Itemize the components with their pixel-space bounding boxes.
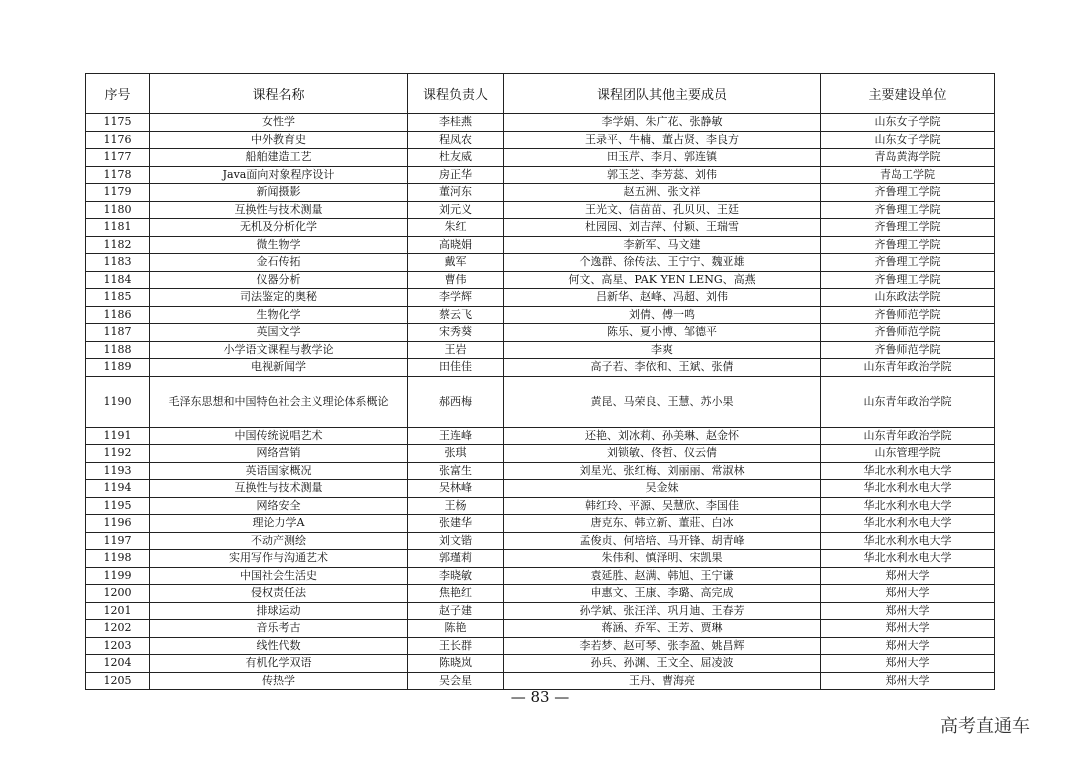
course-leader-cell: 李晓敏 xyxy=(408,567,504,585)
institution-cell: 郑州大学 xyxy=(821,620,995,638)
table-row xyxy=(86,602,995,620)
course-leader-cell: 李学辉 xyxy=(408,289,504,307)
row-index-cell: 1205 xyxy=(86,672,150,690)
row-index-cell: 1175 xyxy=(86,114,150,132)
course-name-cell: 司法鉴定的奥秘 xyxy=(150,289,408,307)
team-members-cell: 蒋涵、乔军、王芳、贾琳 xyxy=(504,620,821,638)
table-row xyxy=(86,445,995,463)
course-leader-cell: 杜友威 xyxy=(408,149,504,167)
institution-cell: 齐鲁师范学院 xyxy=(821,341,995,359)
row-index-cell: 1189 xyxy=(86,359,150,377)
row-index-cell: 1187 xyxy=(86,324,150,342)
row-index-cell: 1183 xyxy=(86,254,150,272)
course-name-cell: 毛泽东思想和中国特色社会主义理论体系概论 xyxy=(150,376,408,427)
table-row xyxy=(86,324,995,342)
team-members-cell: 孙学斌、张汪洋、巩月迪、王春芳 xyxy=(504,602,821,620)
course-leader-cell: 陈艳 xyxy=(408,620,504,638)
course-leader-cell: 宋秀葵 xyxy=(408,324,504,342)
row-index-cell: 1199 xyxy=(86,567,150,585)
institution-cell: 齐鲁理工学院 xyxy=(821,201,995,219)
institution-cell: 华北水利水电大学 xyxy=(821,480,995,498)
table-row xyxy=(86,532,995,550)
header-team-members: 课程团队其他主要成员 xyxy=(504,74,821,114)
team-members-cell: 吕新华、赵峰、冯超、刘伟 xyxy=(504,289,821,307)
institution-cell: 山东管理学院 xyxy=(821,445,995,463)
header-index: 序号 xyxy=(86,74,150,114)
course-name-cell: 小学语文课程与教学论 xyxy=(150,341,408,359)
course-leader-cell: 吴林峰 xyxy=(408,480,504,498)
team-members-cell: 李学娟、朱广花、张静敏 xyxy=(504,114,821,132)
table-row xyxy=(86,497,995,515)
institution-cell: 郑州大学 xyxy=(821,602,995,620)
team-members-cell: 王丹、曹海亮 xyxy=(504,672,821,690)
table-body xyxy=(86,114,995,690)
course-name-cell: 无机及分析化学 xyxy=(150,219,408,237)
row-index-cell: 1200 xyxy=(86,585,150,603)
team-members-cell: 还艳、刘冰莉、孙美琳、赵金怀 xyxy=(504,427,821,445)
team-members-cell: 刘锁敏、佟哲、仪云倩 xyxy=(504,445,821,463)
course-name-cell: 仪器分析 xyxy=(150,271,408,289)
team-members-cell: 高子若、李依和、王斌、张倩 xyxy=(504,359,821,377)
institution-cell: 齐鲁理工学院 xyxy=(821,236,995,254)
team-members-cell: 申惠文、王康、李璐、高完成 xyxy=(504,585,821,603)
course-leader-cell: 赵子建 xyxy=(408,602,504,620)
table-row xyxy=(86,515,995,533)
team-members-cell: 孟俊贞、何培培、马开锋、胡青峰 xyxy=(504,532,821,550)
team-members-cell: 孙兵、孙渊、王文全、屈凌波 xyxy=(504,655,821,673)
table-row xyxy=(86,254,995,272)
table-row xyxy=(86,341,995,359)
header-course-leader: 课程负责人 xyxy=(408,74,504,114)
row-index-cell: 1186 xyxy=(86,306,150,324)
team-members-cell: 吴金妹 xyxy=(504,480,821,498)
course-name-cell: 互换性与技术测量 xyxy=(150,201,408,219)
table-row xyxy=(86,550,995,568)
course-leader-cell: 李桂燕 xyxy=(408,114,504,132)
course-name-cell: 侵权责任法 xyxy=(150,585,408,603)
course-name-cell: 不动产测绘 xyxy=(150,532,408,550)
table-row xyxy=(86,201,995,219)
course-leader-cell: 戴军 xyxy=(408,254,504,272)
institution-cell: 齐鲁理工学院 xyxy=(821,219,995,237)
course-name-cell: 线性代数 xyxy=(150,637,408,655)
team-members-cell: 李爽 xyxy=(504,341,821,359)
institution-cell: 华北水利水电大学 xyxy=(821,462,995,480)
course-name-cell: 中国传统说唱艺术 xyxy=(150,427,408,445)
page-number: — 83 — xyxy=(510,688,570,706)
course-name-cell: 网络营销 xyxy=(150,445,408,463)
table-row xyxy=(86,149,995,167)
institution-cell: 青岛工学院 xyxy=(821,166,995,184)
table-row xyxy=(86,219,995,237)
table-row xyxy=(86,359,995,377)
course-leader-cell: 刘元义 xyxy=(408,201,504,219)
team-members-cell: 郭玉芝、李芳蕊、刘伟 xyxy=(504,166,821,184)
row-index-cell: 1180 xyxy=(86,201,150,219)
course-name-cell: 英国文学 xyxy=(150,324,408,342)
table-row xyxy=(86,376,995,427)
institution-cell: 齐鲁理工学院 xyxy=(821,184,995,202)
table-row xyxy=(86,672,995,690)
table-row xyxy=(86,236,995,254)
team-members-cell: 个逸群、徐传法、王宁宁、魏亚雄 xyxy=(504,254,821,272)
table-row xyxy=(86,567,995,585)
institution-cell: 青岛黄海学院 xyxy=(821,149,995,167)
course-leader-cell: 张建华 xyxy=(408,515,504,533)
row-index-cell: 1176 xyxy=(86,131,150,149)
course-leader-cell: 董河东 xyxy=(408,184,504,202)
table-row xyxy=(86,166,995,184)
course-leader-cell: 蔡云飞 xyxy=(408,306,504,324)
table-row xyxy=(86,620,995,638)
table-row xyxy=(86,427,995,445)
course-name-cell: Java面向对象程序设计 xyxy=(150,166,408,184)
institution-cell: 郑州大学 xyxy=(821,585,995,603)
course-name-cell: 电视新闻学 xyxy=(150,359,408,377)
team-members-cell: 杜园园、刘吉萍、付颖、王瑞雪 xyxy=(504,219,821,237)
course-name-cell: 理论力学A xyxy=(150,515,408,533)
institution-cell: 华北水利水电大学 xyxy=(821,497,995,515)
team-members-cell: 唐克东、韩立新、董莊、白冰 xyxy=(504,515,821,533)
institution-cell: 华北水利水电大学 xyxy=(821,532,995,550)
course-leader-cell: 王长群 xyxy=(408,637,504,655)
table-row xyxy=(86,462,995,480)
team-members-cell: 何文、高星、PAK YEN LENG、高燕 xyxy=(504,271,821,289)
course-name-cell: 女性学 xyxy=(150,114,408,132)
team-members-cell: 刘倩、傅一鸣 xyxy=(504,306,821,324)
course-table xyxy=(85,73,995,690)
row-index-cell: 1201 xyxy=(86,602,150,620)
course-name-cell: 排球运动 xyxy=(150,602,408,620)
row-index-cell: 1190 xyxy=(86,376,150,427)
course-leader-cell: 张富生 xyxy=(408,462,504,480)
course-name-cell: 新闻摄影 xyxy=(150,184,408,202)
course-leader-cell: 房正华 xyxy=(408,166,504,184)
course-leader-cell: 王杨 xyxy=(408,497,504,515)
row-index-cell: 1198 xyxy=(86,550,150,568)
institution-cell: 齐鲁理工学院 xyxy=(821,254,995,272)
table-row xyxy=(86,131,995,149)
course-name-cell: 音乐考古 xyxy=(150,620,408,638)
institution-cell: 郑州大学 xyxy=(821,672,995,690)
team-members-cell: 田玉芹、李月、郭连镇 xyxy=(504,149,821,167)
course-name-cell: 中外教育史 xyxy=(150,131,408,149)
row-index-cell: 1184 xyxy=(86,271,150,289)
institution-cell: 齐鲁理工学院 xyxy=(821,271,995,289)
institution-cell: 山东女子学院 xyxy=(821,114,995,132)
institution-cell: 山东青年政治学院 xyxy=(821,427,995,445)
institution-cell: 齐鲁师范学院 xyxy=(821,306,995,324)
team-members-cell: 李若梦、赵可琴、张李盈、姚昌辉 xyxy=(504,637,821,655)
course-leader-cell: 刘文锴 xyxy=(408,532,504,550)
institution-cell: 华北水利水电大学 xyxy=(821,550,995,568)
row-index-cell: 1181 xyxy=(86,219,150,237)
course-leader-cell: 郝西梅 xyxy=(408,376,504,427)
course-leader-cell: 王连峰 xyxy=(408,427,504,445)
course-name-cell: 生物化学 xyxy=(150,306,408,324)
team-members-cell: 李新军、马文建 xyxy=(504,236,821,254)
table-header-row xyxy=(86,74,995,114)
row-index-cell: 1193 xyxy=(86,462,150,480)
course-name-cell: 微生物学 xyxy=(150,236,408,254)
header-course-name: 课程名称 xyxy=(150,74,408,114)
row-index-cell: 1197 xyxy=(86,532,150,550)
table-row xyxy=(86,306,995,324)
table-row xyxy=(86,585,995,603)
table-row xyxy=(86,114,995,132)
institution-cell: 山东女子学院 xyxy=(821,131,995,149)
row-index-cell: 1185 xyxy=(86,289,150,307)
course-name-cell: 中国社会生活史 xyxy=(150,567,408,585)
institution-cell: 郑州大学 xyxy=(821,637,995,655)
row-index-cell: 1194 xyxy=(86,480,150,498)
team-members-cell: 袁延胜、赵满、韩旭、王宁谦 xyxy=(504,567,821,585)
row-index-cell: 1202 xyxy=(86,620,150,638)
course-name-cell: 互换性与技术测量 xyxy=(150,480,408,498)
institution-cell: 华北水利水电大学 xyxy=(821,515,995,533)
course-leader-cell: 朱红 xyxy=(408,219,504,237)
table-row xyxy=(86,480,995,498)
course-name-cell: 英语国家概况 xyxy=(150,462,408,480)
course-leader-cell: 焦艳红 xyxy=(408,585,504,603)
team-members-cell: 刘星光、张红梅、刘丽丽、常淑林 xyxy=(504,462,821,480)
course-leader-cell: 高晓娟 xyxy=(408,236,504,254)
team-members-cell: 韩红玲、平源、吴慧欣、李国佳 xyxy=(504,497,821,515)
course-name-cell: 有机化学双语 xyxy=(150,655,408,673)
team-members-cell: 朱伟利、慎泽明、宋凯果 xyxy=(504,550,821,568)
row-index-cell: 1188 xyxy=(86,341,150,359)
table-row xyxy=(86,184,995,202)
team-members-cell: 黄昆、马荣良、王慧、苏小果 xyxy=(504,376,821,427)
row-index-cell: 1191 xyxy=(86,427,150,445)
institution-cell: 郑州大学 xyxy=(821,655,995,673)
institution-cell: 山东青年政治学院 xyxy=(821,359,995,377)
team-members-cell: 赵五洲、张文祥 xyxy=(504,184,821,202)
course-leader-cell: 张琪 xyxy=(408,445,504,463)
row-index-cell: 1204 xyxy=(86,655,150,673)
course-name-cell: 网络安全 xyxy=(150,497,408,515)
table-row xyxy=(86,637,995,655)
row-index-cell: 1178 xyxy=(86,166,150,184)
course-leader-cell: 郭瑾莉 xyxy=(408,550,504,568)
row-index-cell: 1182 xyxy=(86,236,150,254)
institution-cell: 齐鲁师范学院 xyxy=(821,324,995,342)
course-leader-cell: 程凤农 xyxy=(408,131,504,149)
watermark: 高考直通车 xyxy=(940,716,1030,737)
institution-cell: 山东青年政治学院 xyxy=(821,376,995,427)
course-leader-cell: 曹伟 xyxy=(408,271,504,289)
team-members-cell: 陈乐、夏小博、邹德平 xyxy=(504,324,821,342)
course-name-cell: 实用写作与沟通艺术 xyxy=(150,550,408,568)
course-name-cell: 金石传拓 xyxy=(150,254,408,272)
course-leader-cell: 吴会星 xyxy=(408,672,504,690)
course-leader-cell: 田佳佳 xyxy=(408,359,504,377)
row-index-cell: 1177 xyxy=(86,149,150,167)
course-name-cell: 船舶建造工艺 xyxy=(150,149,408,167)
institution-cell: 郑州大学 xyxy=(821,567,995,585)
team-members-cell: 王录平、牛楠、董占贤、李良方 xyxy=(504,131,821,149)
team-members-cell: 王光文、信苗苗、孔贝贝、王廷 xyxy=(504,201,821,219)
row-index-cell: 1192 xyxy=(86,445,150,463)
table-row xyxy=(86,655,995,673)
institution-cell: 山东政法学院 xyxy=(821,289,995,307)
row-index-cell: 1195 xyxy=(86,497,150,515)
table-row xyxy=(86,289,995,307)
header-institution: 主要建设单位 xyxy=(821,74,995,114)
course-leader-cell: 陈晓岚 xyxy=(408,655,504,673)
row-index-cell: 1179 xyxy=(86,184,150,202)
course-name-cell: 传热学 xyxy=(150,672,408,690)
row-index-cell: 1196 xyxy=(86,515,150,533)
table-row xyxy=(86,271,995,289)
course-leader-cell: 王岩 xyxy=(408,341,504,359)
row-index-cell: 1203 xyxy=(86,637,150,655)
